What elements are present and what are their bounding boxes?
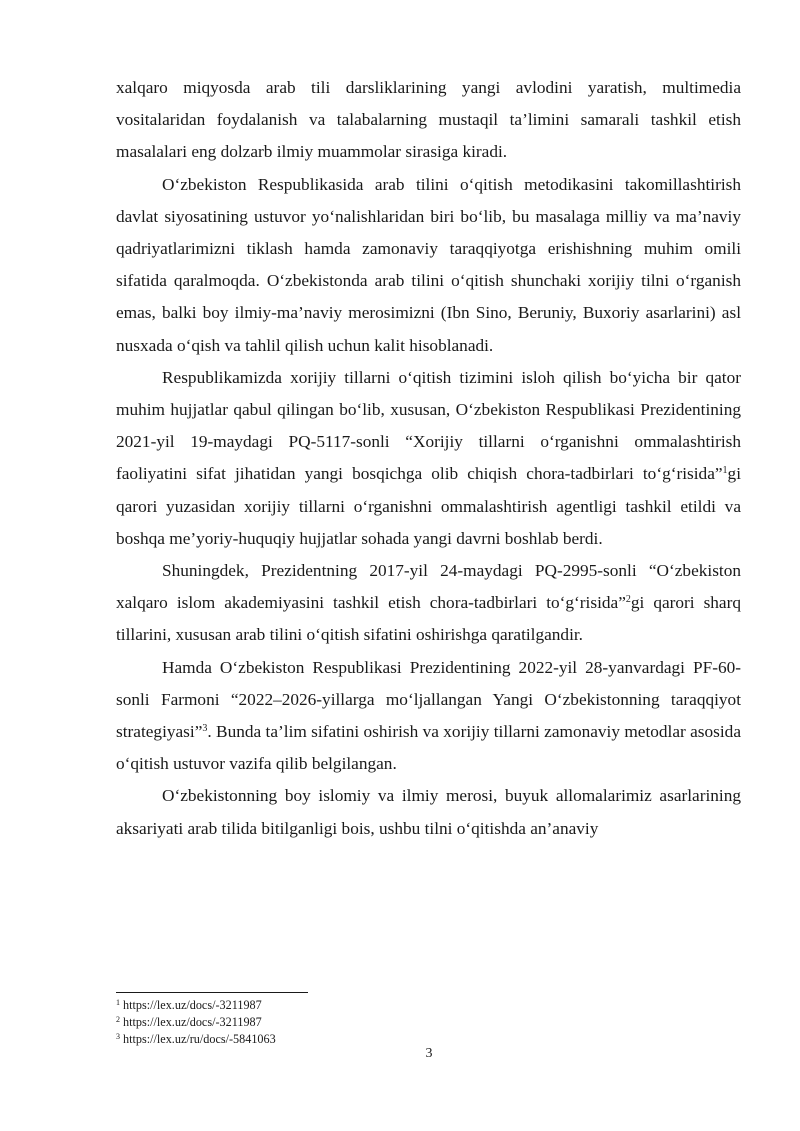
footnote-number: 3 [116, 1032, 120, 1041]
paragraph-text: gi qarori yuzasidan xorijiy tillarni o‘rganishni ommalashtirish agentligi tashkil etildi va boshqa me’yoriy-huquqiy hujjatlar sohada yangi davrni boshlab berdi. [116, 464, 741, 548]
footnote-text: https://lex.uz/docs/-3211987 [123, 998, 262, 1012]
footnote-separator [116, 992, 308, 993]
footnotes [116, 997, 716, 1048]
footnote-number: 1 [116, 998, 120, 1007]
footnote-reference: 1 [722, 465, 728, 477]
paragraph-text: gi qarori sharq tillarini, xususan arab tilini o‘qitish sifatini oshirishga qaratilgandir. [116, 593, 742, 645]
paragraph-text: Respublikamizda xorijiy tillarni o‘qitish tizimini isloh qilish bo‘yicha bir qator muhim hujjatlar qabul qilingan bo‘lib, xususan, O‘zbekiston Respublikasi Prezidentining 2021-yil 19-maydagi PQ-5117-sonli “Xorijiy tillarni o‘rganishni ommalashtirish faoliyatini sifat jihatidan yangi bosqichga olib chiqish chora-tadbirlari to‘g‘risida” [116, 367, 741, 484]
footnote-number: 2 [116, 1015, 120, 1024]
paragraph [116, 555, 741, 652]
paragraph-text: Shuningdek, Prezidentning 2017-yil 24-maydagi PQ-2995-sonli “O‘zbekiston xalqaro islom akademiyasini tashkil etish chora-tadbirlari to‘g‘risida” [116, 561, 741, 613]
footnote [116, 1014, 716, 1031]
paragraph [116, 652, 741, 781]
footnote-text: https://lex.uz/docs/-3211987 [123, 1015, 262, 1029]
footnote-reference: 2 [625, 594, 631, 606]
paragraph-text: . Bunda ta’lim sifatini oshirish va xorijiy tillarni zamonaviy metodlar asosida o‘qitish ustuvor vazifa qilib belgilangan. [116, 722, 741, 774]
footnote [116, 997, 716, 1014]
paragraph [116, 780, 741, 844]
paragraph-text: xalqaro miqyosda arab tili darsliklarining yangi avlodini yaratish, multimedia vositalaridan foydalanish va talabalarning mustaqil ta’limini samarali tashkil etish masalalari eng dolzarb ilmiy muammolar sirasiga kiradi. [116, 78, 741, 162]
footnote-text: https://lex.uz/ru/docs/-5841063 [123, 1032, 276, 1046]
body-text [116, 72, 741, 845]
paragraph [116, 362, 741, 555]
page-number: 3 [425, 1046, 433, 1061]
paragraph [116, 169, 741, 362]
paragraph-text: Hamda O‘zbekiston Respublikasi Prezidentining 2022-yil 28-yanvardagi PF-60-sonli Farmoni “2022–2026-yillarga mo‘ljallangan Yangi O‘zbekistonning taraqqiyot strategiyasi” [116, 657, 741, 742]
paragraph-text: O‘zbekiston Respublikasida arab tilini o‘qitish metodikasini takomillashtirish davlat siyosatining ustuvor yo‘nalishlaridan biri bo‘lib, bu masalaga milliy va ma’naviy qadriyatlarimizni tiklash hamda zamonaviy taraqqiyotga erishishning muhim omili sifatida qaralmoqda. O‘zbekistonda arab tilini o‘qitish shunchaki xorijiy tilni o‘rganish emas, balki boy ilmiy-ma’naviy merosimizni (Ibn Sino, Beruniy, Buxoriy asarlarini) asl nusxada o‘qish va tahlil qilish uchun kalit hisoblanadi. [116, 174, 741, 355]
paragraph [116, 72, 741, 169]
footnote-reference: 3 [202, 723, 208, 735]
paragraph-text: O‘zbekistonning boy islomiy va ilmiy merosi, buyuk allomalarimiz asarlarining aksariyati arab tilida bitilganligi bois, ushbu tilni o‘qitishda an’anaviy [116, 786, 741, 838]
